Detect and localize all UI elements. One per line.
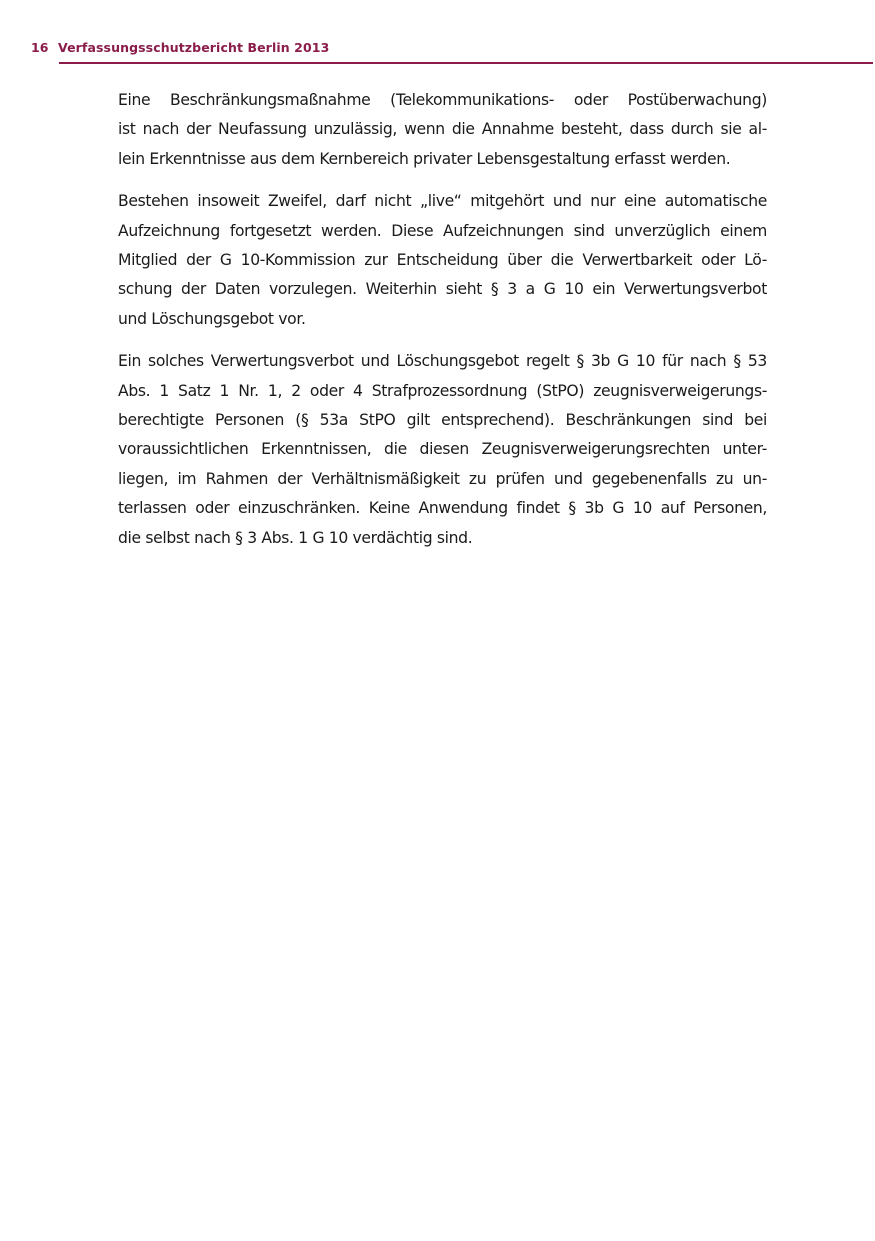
report-title: Verfassungsschutzbericht Berlin 2013 [58, 40, 330, 55]
text-line: voraussichtlichen Erkenntnissen, die diesen Zeugnisverweigerungsrechten unter- [118, 440, 767, 459]
text-line: Mitglied der G 10-Kommission zur Entscheidung über die Verwertbarkeit oder Lö- [118, 251, 767, 270]
body-text [118, 86, 767, 566]
text-line: berechtigte Personen (§ 53a StPO gilt entsprechend). Beschränkungen sind bei [118, 411, 767, 430]
text-line: ist nach der Neufassung unzulässig, wenn die Annahme besteht, dass durch sie al- [118, 120, 767, 139]
text-line: liegen, im Rahmen der Verhältnismäßigkeit zu prüfen und gegebenenfalls zu un- [118, 469, 767, 488]
paragraph [118, 187, 767, 334]
text-line: terlassen oder einzuschränken. Keine Anwendung findet § 3b G 10 auf Personen, [118, 499, 767, 518]
header-rule [59, 62, 873, 64]
text-line: lein Erkenntnisse aus dem Kernbereich privater Lebensgestaltung erfasst werden. [118, 149, 731, 168]
text-line: Abs. 1 Satz 1 Nr. 1, 2 oder 4 Strafprozessordnung (StPO) zeugnisverweigerungs- [118, 381, 767, 400]
text-line: Ein solches Verwertungsverbot und Löschungsgebot regelt § 3b G 10 für nach § 53 [118, 352, 767, 371]
text-line: schung der Daten vorzulegen. Weiterhin sieht § 3 a G 10 ein Verwertungsverbot [118, 280, 767, 299]
running-header [31, 39, 873, 63]
text-line: Aufzeichnung fortgesetzt werden. Diese Aufzeichnungen sind unverzüglich einem [118, 221, 767, 240]
paragraph [118, 86, 767, 174]
paragraph [118, 347, 767, 553]
page-number: 16 [31, 40, 49, 55]
text-line: Eine Beschränkungsmaßnahme (Telekommunikations- oder Postüberwachung) [118, 91, 767, 109]
text-line: Bestehen insoweit Zweifel, darf nicht „live“ mitgehört und nur eine automatische [118, 192, 767, 211]
text-line: und Löschungsgebot vor. [118, 309, 306, 328]
text-line: die selbst nach § 3 Abs. 1 G 10 verdächtig sind. [118, 528, 473, 547]
